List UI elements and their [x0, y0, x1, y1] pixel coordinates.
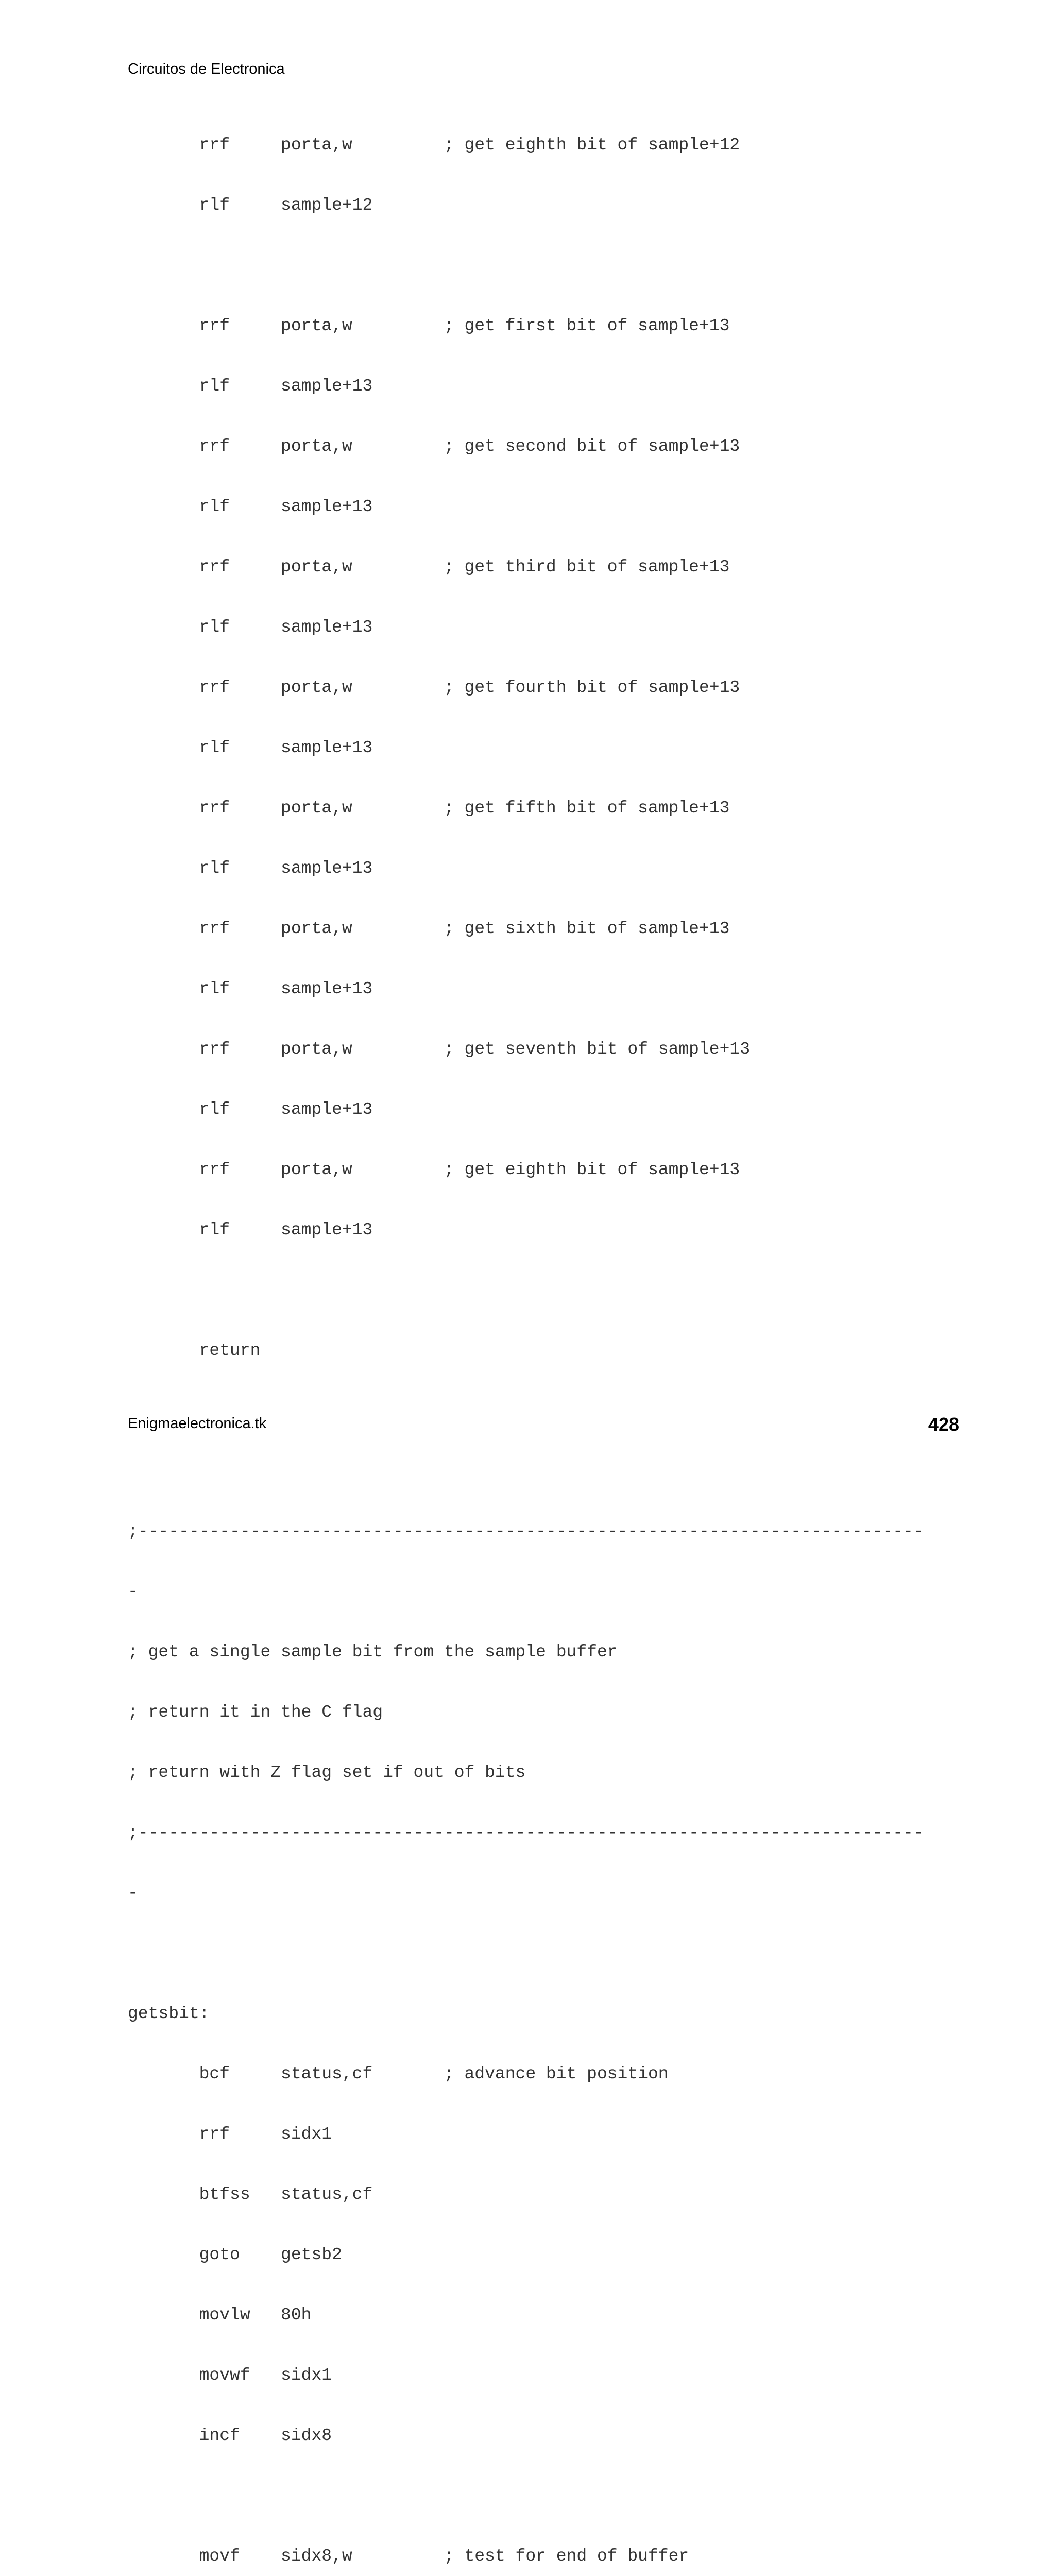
assembly-code-listing — [128, 95, 1003, 2576]
code-line: incf sidx8 — [128, 2426, 332, 2445]
code-line: rlf sample+13 — [128, 1100, 373, 1119]
comment-line: ; get a single sample bit from the sample buffer — [128, 1642, 618, 1662]
code-line: rlf sample+13 — [128, 859, 373, 878]
code-line: rlf sample+13 — [128, 377, 373, 396]
code-line: rrf porta,w ; get seventh bit of sample+13 — [128, 1040, 750, 1059]
code-line — [128, 1280, 1003, 1300]
code-line: rlf sample+13 — [128, 618, 373, 637]
comment-line: ; return with Z flag set if out of bits — [128, 1763, 526, 1782]
code-line: rlf sample+13 — [128, 497, 373, 516]
label-getsbit: getsbit: — [128, 2004, 210, 2023]
code-line: rlf sample+13 — [128, 979, 373, 998]
code-line — [128, 1943, 1003, 1963]
code-line: btfss status,cf — [128, 2185, 373, 2204]
code-line: rrf porta,w ; get second bit of sample+13 — [128, 437, 740, 456]
separator-line: ;----------------------------------------------------------------------------- — [128, 1522, 924, 1541]
page-number: 428 — [928, 1414, 959, 1435]
code-line: rrf sidx1 — [128, 2125, 332, 2144]
code-line: rrf porta,w ; get fifth bit of sample+13 — [128, 799, 730, 818]
footer-site-name: Enigmaelectronica.tk — [128, 1415, 267, 1432]
code-line — [128, 256, 1003, 276]
code-line: bcf status,cf ; advance bit position — [128, 2064, 669, 2083]
code-line: movwf sidx1 — [128, 2366, 332, 2385]
comment-line: ; return it in the C flag — [128, 1703, 383, 1722]
code-line: movf sidx8,w ; test for end of buffer — [128, 2547, 689, 2566]
separator-line: ;----------------------------------------------------------------------------- — [128, 1823, 924, 1842]
code-line: rrf porta,w ; get sixth bit of sample+13 — [128, 919, 730, 938]
code-line: rlf sample+12 — [128, 196, 373, 215]
separator-wrap: - — [128, 1582, 138, 1601]
code-line — [128, 1461, 1003, 1481]
page-header-title: Circuitos de Electronica — [128, 61, 285, 77]
code-line: movlw 80h — [128, 2306, 312, 2325]
separator-wrap: - — [128, 1884, 138, 1903]
code-line: rrf porta,w ; get eighth bit of sample+13 — [128, 1160, 740, 1179]
code-line: rlf sample+13 — [128, 1221, 373, 1240]
code-line: return — [128, 1341, 261, 1360]
code-line: rlf sample+13 — [128, 738, 373, 757]
code-line: goto getsb2 — [128, 2245, 342, 2264]
code-line: rrf porta,w ; get third bit of sample+13 — [128, 557, 730, 577]
code-line: rrf porta,w ; get fourth bit of sample+13 — [128, 678, 740, 697]
code-line: rrf porta,w ; get first bit of sample+13 — [128, 316, 730, 335]
code-line — [128, 2486, 1003, 2506]
code-line: rrf porta,w ; get eighth bit of sample+12 — [128, 135, 740, 155]
